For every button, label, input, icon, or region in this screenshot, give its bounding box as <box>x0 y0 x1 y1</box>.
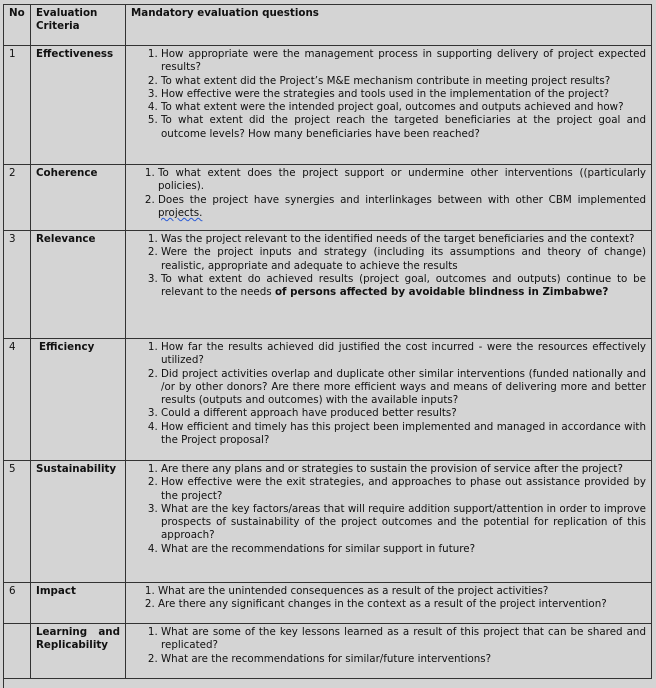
criteria-cell: Efficiency <box>31 339 126 461</box>
evaluation-criteria-table <box>3 4 652 679</box>
question-text: How efficient and timely has this project been implemented and managed in accordance with the Project proposal? <box>161 420 646 447</box>
question-item <box>161 114 646 141</box>
question-text: What are the recommendations for similar/future interventions? <box>161 652 492 665</box>
questions-cell <box>126 46 652 165</box>
question-bold-text: of persons affected by avoidable blindness in Zimbabwe? <box>274 286 609 299</box>
question-item <box>158 585 646 598</box>
question-item <box>161 75 646 88</box>
row-number: 1 <box>4 46 31 165</box>
criteria-cell: Learning and Replicability <box>31 624 126 679</box>
question-item <box>161 407 646 420</box>
header-criteria: Evaluation Criteria <box>31 5 126 46</box>
questions-list <box>131 585 646 612</box>
question-text: Are there any plans and or strategies to sustain the provision of service after the project? <box>161 463 623 475</box>
table-header-row <box>4 5 652 46</box>
question-item <box>161 88 646 101</box>
question-item <box>158 598 646 611</box>
question-text: How far the results achieved did justified the cost incurred - were the resources effectively utilized? <box>161 341 646 367</box>
question-text: Was the project relevant to the identified needs of the target beneficiaries and the context? <box>161 233 635 245</box>
criteria-cell: Impact <box>31 583 126 624</box>
question-text: What are some of the key lessons learned as a result of this project that can be shared and replicated? <box>161 626 646 652</box>
header-no: No <box>4 5 31 46</box>
row-number <box>4 624 31 679</box>
questions-cell <box>126 624 652 679</box>
question-item <box>158 194 646 221</box>
row-number: 3 <box>4 231 31 339</box>
question-text: To what extent did the project reach the targeted beneficiaries at the project goal and outcome levels? How many beneficiaries have been reached? <box>161 114 646 140</box>
table-row <box>4 583 652 624</box>
question-item <box>161 653 646 666</box>
questions-cell <box>126 461 652 583</box>
question-item <box>161 341 646 368</box>
question-text: Could a different approach have produced better results? <box>161 407 457 420</box>
questions-cell <box>126 231 652 339</box>
question-item <box>161 503 646 543</box>
header-questions: Mandatory evaluation questions <box>126 5 652 46</box>
question-item <box>161 476 646 503</box>
question-text: Did project activities overlap and duplicate other similar interventions (funded nationally and /or by other donors? Are there more efficient ways and means of delivering more and better results (outputs and outcomes) with the available inputs? <box>161 367 646 407</box>
question-text: To what extent did the Project’s M&E mechanism contribute in meeting project results? <box>161 74 611 87</box>
question-text: What are the key factors/areas that will require addition support/attention in order to improve prospects of sustainability of the project outcomes and the potential for replication of this approach? <box>161 502 646 542</box>
question-item <box>161 543 646 556</box>
question-item <box>161 101 646 114</box>
questions-list <box>131 48 646 141</box>
question-text: Does the project have synergies and interlinkages between with other CBM implemented <box>158 193 646 206</box>
questions-cell <box>126 583 652 624</box>
questions-list <box>131 167 646 220</box>
table-row <box>4 339 652 461</box>
row-number: 5 <box>4 461 31 583</box>
question-item <box>161 463 646 476</box>
questions-cell <box>126 165 652 231</box>
question-item <box>161 233 646 246</box>
question-text: Were the project inputs and strategy (including its assumptions and theory of change) realistic, appropriate and adequate to achieve the results <box>161 246 646 272</box>
questions-cell <box>126 339 652 461</box>
table-row <box>4 165 652 231</box>
question-item <box>158 167 646 194</box>
table-row <box>4 46 652 165</box>
criteria-cell: Relevance <box>31 231 126 339</box>
question-text: How effective were the strategies and tools used in the implementation of the project? <box>161 87 610 100</box>
question-text: To what extent were the intended project goal, outcomes and outputs achieved and how? <box>161 101 624 114</box>
table-row <box>4 624 652 679</box>
questions-list <box>131 341 646 447</box>
question-item <box>161 626 646 653</box>
question-item <box>161 48 646 75</box>
table-row <box>4 461 652 583</box>
questions-list <box>131 463 646 556</box>
criteria-cell: Sustainability <box>31 461 126 583</box>
question-text: How effective were the exit strategies, and approaches to phase out assistance provided by the project? <box>161 476 646 502</box>
question-item <box>161 273 646 300</box>
questions-list <box>131 233 646 299</box>
question-item <box>161 368 646 408</box>
question-item <box>161 421 646 448</box>
question-text: To what extent does the project support or undermine other interventions ((particularly policies). <box>158 167 646 193</box>
questions-list <box>131 626 646 666</box>
question-text: What are the unintended consequences as a result of the project activities? <box>158 585 549 597</box>
row-number: 6 <box>4 583 31 624</box>
question-text: projects. <box>158 206 203 219</box>
criteria-cell: Effectiveness <box>31 46 126 165</box>
question-item <box>161 246 646 273</box>
question-text: What are the recommendations for similar support in future? <box>161 542 476 555</box>
row-number: 4 <box>4 339 31 461</box>
table-row <box>4 231 652 339</box>
page-edge-line <box>3 678 4 688</box>
question-text: To what extent do achieved results (project goal, outcomes and outputs) continue to be relevant to the needs <box>161 272 646 299</box>
question-text: Are there any significant changes in the context as a result of the project intervention? <box>158 598 607 611</box>
question-text: How appropriate were the management process in supporting delivery of project expected results? <box>161 48 646 74</box>
criteria-cell: Coherence <box>31 165 126 231</box>
row-number: 2 <box>4 165 31 231</box>
